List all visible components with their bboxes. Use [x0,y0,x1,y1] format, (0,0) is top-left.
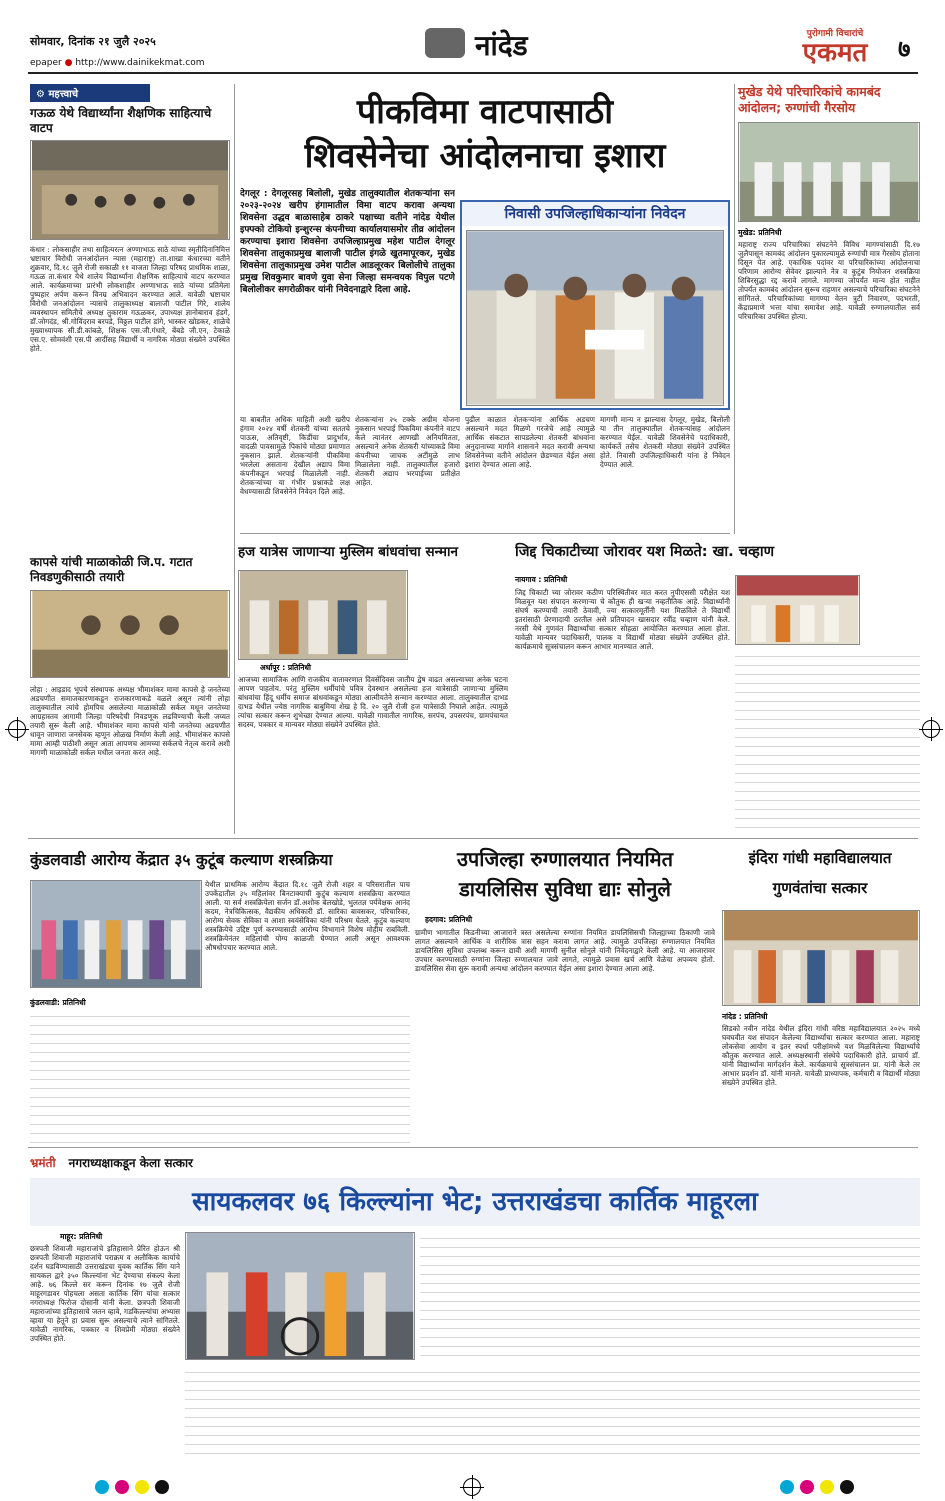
chavan-photo [735,575,860,645]
gandhi-headline-1: इंदिरा गांधी महाविद्यालयात [748,849,892,867]
chavan-body-right [735,650,920,833]
lower-divider [28,1147,918,1148]
header-rule [28,72,918,74]
bhramanti-headline: सायकलवर ७६ किल्ल्यांना भेट; उत्तराखंडचा कार्तिक माहूरला [192,1187,758,1217]
lead-body-col3: पुढील काळात शेतकऱ्यांना आर्थिक अडचण असल्याने मदत मिळणे गरजेचे आहे त्यामुळे आर्थिक संकटात सापडलेल्या शेतकरी बांधवांना अनुदानाच्या मार्गाने शासनाने मदत करावी अन्यथा शिवसेनेच्या वतीने आंदोलन छेडण्यात येईल असा इशारा देण्यात आला आहे. [465,415,595,469]
left-photo-students [30,140,230,240]
left-photo-kapse [30,590,230,678]
kundalwadi-body: येथील प्राथमिक आरोग्य केंद्रात दि.१८ जुलै रोजी शहर व परिसरातील पाच उपकेंद्रातील ३५ महिलांवर बिनटाक्याची कुटुंब कल्याण शस्त्रक्रिया करण्यात आली. या सर्व शस्त्रक्रियेला सर्जन डॉ.अशोक बेलखोडे, भुलतज्ञ पर्यवेक्षक आनंद कदम, नेत्रचिकित्सक, वैद्यकीय अधिकारी डॉ. सारिका बावसकर, परिचारिका, आरोग्य सेवक सेविका व आशा स्वयंसेविका यांनी परिश्रम घेतले. कुटुंब कल्याण शस्त्रक्रियेचे उद्दिष्ट पूर्ण करण्यासाठी आरोग्य विभागाने विशेष मोहीम राबविली. शस्त्रक्रियेनंतर महिलांची योग्य काळजी घेण्यात आली असून आवश्यक औषधोपचार करण्यात आले. [205,880,410,952]
lead-subhead: निवासी उपजिल्हाधिकाऱ्यांना निवेदन [462,202,728,226]
hajj-photo [238,570,408,660]
left-tag [30,84,150,102]
color-swatch-cyan-2 [780,1480,794,1494]
lead-headline-1: पीकविमा वाटपासाठी [356,92,614,132]
bhramanti-label: भ्रमंती [30,1156,56,1170]
lead-body-col2: शेतकऱ्यांना २५ टक्के अग्रीम योजना नुकसान भरपाई पिकविमा कंपनीने वाटप केले त्यानंतर आणखी अनियमितता, असल्याने अनेक शेतकरी यांच्याकडे विमा कंपनीच्या जाचक अटींमुळे लाभ मिळालेला नाही. तालुक्यातील हजारो शेतकरी अद्याप भरपाईच्या प्रतीक्षेत आहेत. [355,415,460,487]
registration-mark-left [8,720,26,738]
bhramanti-photo [185,1232,415,1360]
left-body-2: लोहा : आइडाद भूपचे संस्थापक अध्यक्ष भीमाशंकर मामा कापसे हे जनतेच्या अडचणीत समाजकारणाकडून राजकारणाकडे वळले असून त्यांनी लोहा तालुक्यातील त्यांचे होमपिच असलेल्या माळाकोळी सर्कल मधून जनतेच्या आग्रहास्तव आगामी जिल्हा परिषदेची निवडणूक लढविण्याची केली जय्यत तयारी सुरू केली आहे. भीमाशंकर मामा कापसे यांनी जनतेच्या अडचणीत धावून जाणारा जनसेवक म्हणून ओळख निर्माण केली आहे. भीमाशंकर कापसे मामा आम्ही पाठीशी असून आता आपणच आमच्या सर्कलचे नेतृत्व करावे अशी मागणी माळाकोळी सर्कल मधील जनता करत आहे. [30,685,230,757]
chavan-body: जिद्द चिकाटी च्या जोरावर कठीण परिस्थितीवर मात करत नुपीएससी परीक्षेत यश मिळवून यश संपादन करणाऱ्या चे कौतुक ही खऱ्या नव्हतीतिक आहे. विद्यार्थ्यांनी संघर्ष करण्याची तयारी ठेवावी, ज्या सत्कारमूर्तींनी यश मिळविले ते विद्यार्थी इतरांसाठी प्रेरणादायी ठरतील असे प्रतिपादन खासदार रवींद्र चव्हाण यांनी केले. नरसी येथे गुणवंत विद्यार्थ्यांचा सत्कार सोहळा आयोजित करण्यात आला होता. यावेळी मान्यवर पदाधिकारी, पालक व विद्यार्थी मोठ्या संख्येने उपस्थित होते. कार्यक्रमाचे सूत्रसंचालन करून आभार मानण्यात आले. [515,588,730,651]
color-swatch-magenta-2 [800,1480,814,1494]
masthead [0,0,945,75]
gandhi-photo [722,910,920,1006]
brand-logo [775,26,895,67]
left-headline: गऊळ येथे विद्यार्थ्यांना शैक्षणिक साहित्याचे वाटप [30,106,212,135]
left-headline-2: कापसे यांची माळाकोळी जि.प. गटात निवडणुकीसाठी तयारी [30,555,193,584]
bhramanti-body-lower [185,1366,920,1461]
left-divider [234,84,235,834]
right-headline: मुखेड येथे परिचारिकांचे कामबंद आंदोलन; रुग्णांची गैरसोय [738,84,881,115]
lead-intro: देगलूर : देगलूरसह बिलोली, मुखेड तालुक्यातील शेतकऱ्यांना सन २०२३-२०२४ खरीप हंगामातील विमा वाटप करावा अन्यथा शिवसेना उद्धव बाळासाहेब ठाकरे पक्षाच्या वतीने नांदेड येथील इफ्फ्को टोकियो इन्शुरन्स कंपनीच्या कार्यालयासमोर तीव्र आंदोलन करण्याचा इशारा शिवसेना उपजिल्हाप्रमुख महेश पाटील देगलूर शिवसेना तालुकाप्रमुख बालाजी पाटील इंगळे खुतमापूरकर, मुखेड शिवसेना तालुकाप्रमुख उमेश पाटील आडलूरकर बिलोलीचे तालुका प्रमुख शिवकुमार बावणे युवा सेना जिल्हा समन्वयक विपुल पटणे बिलोलीकर सगरोळीकर यांनी निवेदनाद्वारे दिला आहे. [240,189,455,295]
registration-mark-right [922,720,940,738]
bhramanti-strap [30,1152,920,1174]
lead-divider [240,533,730,534]
epaper-label: epaper [30,58,62,68]
gandhi-headline-2: गुणवंतांचा सत्कार [772,879,868,897]
lead-headline-2: शिवसेनेचा आंदोलनाचा इशारा [304,136,666,176]
right-byline: मुखेड: प्रतिनिधी [738,228,782,237]
bhramanti-body: छत्रपती शिवाजी महाराजांचे इतिहासाने प्रेरित होऊन श्री छत्रपती शिवाजी महाराजांचे पराक्रम व अलौकिक कार्याचे दर्शन घडविण्यासाठी उत्तराखंडचा युवक कार्तिक सिंग याने सायकल द्वारे ३५० किल्ल्यांना भेट देण्याचा संकल्प केला आहे. ७६ किल्ले सर करून दिनांक १७ जुलै रोजी माहूरगडावर पोहचला असता कार्तिक सिंग यांचा सत्कार नगराध्यक्ष फिरोज दोसानी यांनी केला. छत्रपती शिवाजी महाराजांच्या इतिहासाचे जतन व्हावे, गडकिल्ल्यांचा अभ्यास व्हावा या हेतूने हा प्रवास सुरू असल्याचे त्याने सांगितले. यावेळी नागरिक, पत्रकार व शिवप्रेमी मोठ्या संख्येने उपस्थित होते. [30,1244,180,1343]
gandhi-byline: नांदेड : प्रतिनिधी [722,1012,768,1021]
kundalwadi-photo [30,880,202,988]
color-swatch-yellow-2 [820,1480,834,1494]
color-swatch-black [155,1480,169,1494]
page-number: ७ [898,35,911,63]
right-photo-nurses [738,122,920,222]
page-city: नांदेड [475,29,528,62]
kundalwadi-byline: कुंडलवाडी: प्रतिनिधी [30,998,86,1007]
left-body: कंधार : लोकसाहीर तथा साहित्यरत्न अण्णाभाऊ साठे यांच्या स्मृतीदिनानिमित्त भ्रष्टाचार विरोधी जनआंदोलन न्यास (महाराष्ट्र) ता.शाखा कंधारच्या वतीने शुक्रवार, दि.१८ जुलै रोजी सकाळी ११ वाजता जिल्हा परिषद प्राथमिक शाळा, गऊळ ता.कंधार येथे शालेय विद्यार्थ्यांना शैक्षणिक साहित्याचे वाटप करण्यात आले. कार्यक्रमाच्या प्रारंभी लोकशाहीर अण्णाभाऊ साठे यांच्या प्रतिमेला पुष्पहार अर्पण करून विनम्र अभिवादन करण्यात आले. यावेळी भ्रष्टाचार विरोधी जनआंदोलन न्यासचे तालुकाध्यक्ष बालाजी पाटील गिरे, शालेय व्यवस्थापन समितीचे अध्यक्ष तुकाराम गऊळकर, उपाध्यक्ष ज्ञानोबाराव हंडगे, डॉ.जोगदंड, श्री.गोविंदराव बरपडे, विठ्ठल पाटील डांगे, भास्कर खोडकर, शाळेचे मुख्याध्यापक सी.डी.कांबळे, शिक्षक एस.जी.गंधारे, बेंबडे जी.एन, टेकाळे एस.ए. सोमवंशी एस.पी आदींसह विद्यार्थी व नागरिक मोठ्या संख्येने उपस्थित होते. [30,245,230,353]
city-logo-icon [425,28,465,58]
brand-tagline: पुरोगामी विचारांचे [806,29,864,39]
dialysis-headline-2: डायलिसिस सुविधा द्याः सोनुले [459,877,671,901]
hajj-headline: हज यात्रेस जाणाऱ्या मुस्लिम बांधवांचा सन्मान [238,544,458,560]
lead-photo-frame [460,200,730,410]
right-divider [734,84,735,534]
bhramanti-headline-bar [30,1178,920,1226]
site-url: http://www.dainikekmat.com [75,58,205,68]
right-body: महाराष्ट्र राज्य परिचारिका संघटनेने विविध मागण्यांसाठी दि.१७ जुलैपासून कामबंद आंदोलन पुकारल्यामुळे रुग्णांची मात्र गैरसोय होताना दिसून येत आहे. एकाधिक पदांवर या परिचारिकांच्या आंदोलनाचा परिणाम आरोग्य सेवेवर झाल्याने नेत्र व कुटुंब नियोजन शस्त्रक्रिया शिबिरसुद्धा रद्द करावे लागले. मागण्या जोपर्यंत मान्य होत नाहीत तोपर्यंत कामबंद आंदोलन सुरूच राहणार असल्याचे परिचारिका संघटनेने सांगितले. परिचारिकांच्या मागण्या वेतन त्रुटी निवारण, पदभरती, केंद्राप्रमाणे भत्ता यांचा समावेश आहे. यावेळी रुग्णालयातील सर्व परिचारिका उपस्थित होत्या. [738,240,920,321]
brand-name: एकमत [802,38,868,68]
dialysis-body: ग्रामीण भागातील किडनीच्या आजाराने त्रस्त असलेल्या रुग्णांना नियमित डायलिसिसची जिल्ह्याच्या ठिकाणी जावे लागत असल्याने आर्थिक व शारीरिक त्रास सहन करावा लागत आहे. त्यामुळे उपजिल्हा रुग्णालयात नियमित डायलिसिस सुविधा उपलब्ध करून द्यावी अशी मागणी सुनील सोनुले यांनी निवेदनाद्वारे केली आहे. या आजारावर उपचार करण्यासाठी रुग्णांना जिल्हा रुग्णालयात जावे लागते, त्यामुळे प्रवास खर्च आणि वेळेचा अपव्यय होतो. डायलिसिस सेवा सुरू करावी अन्यथा आंदोलन करण्यात येईल असा इशारा देण्यात आला आहे. [415,928,715,973]
kundalwadi-headline: कुंडलवाडी आरोग्य केंद्रात ३५ कुटूंब कल्याण शस्त्रक्रिया [30,851,333,869]
color-swatch-black-2 [840,1480,854,1494]
mid-divider [28,838,918,839]
info-icon: ⚙ [36,89,49,100]
bhramanti-strap-text: नगराध्यक्षाकडून केला सत्कार [68,1156,193,1170]
epaper-url[interactable] [30,58,204,68]
bhramanti-body-right [420,1232,920,1360]
left-tag-text: महत्त्वाचे [48,89,79,100]
lead-photo [466,230,724,406]
lead-body-col1: या बाबतीत अधिक माहिती अशी खरीप हंगाम २०२४ वर्षी शेतकरी यांच्या सततचे पाऊस, अतिवृष्टी, किडींचा प्रादुर्भाव, वादळी पावसामुळे पिकांचे मोठ्या प्रमाणात नुकसान झाले. शेतकऱ्यांनी पीकविमा भरलेला असताना देखील अद्याप विमा कंपनीकडून भरपाई मिळालेली नाही. शेतकऱ्यांच्या या गंभीर प्रश्नाकडे लक्ष वेधण्यासाठी शिवसेनेने निवेदन दिले आहे. [240,415,350,496]
lead-body-col4: मागणी मान्य न झाल्यास देगलूर, मुखेड, बिलोली या तीन तालुक्यातील शेतकऱ्यांसह आंदोलन करण्यात येईल. यावेळी शिवसेनेचे पदाधिकारी, कार्यकर्ते तसेच शेतकरी मोठ्या संख्येने उपस्थित होते. निवासी उपजिल्हाधिकारी यांना हे निवेदन देण्यात आले. [600,415,730,469]
dialysis-byline: हदगाव: प्रतिनिधी [425,915,473,924]
chavan-byline: नायगाव : प्रतिनिधी [515,575,568,584]
gandhi-body: सिडको नवीन नांदेड येथील इंदिरा गांधी वरिष्ठ महाविद्यालयात २०२५ मध्ये घवघवीत यश संपादन केलेल्या विद्यार्थ्यांचा सत्कार करण्यात आला. महाराष्ट्र लोकसेवा आयोग व इतर स्पर्धा परीक्षांमध्ये यश मिळविलेल्या विद्यार्थ्यांचे कौतुक करण्यात आले. अध्यक्षस्थानी संस्थेचे पदाधिकारी होते. प्राचार्य डॉ. यांनी विद्यार्थ्यांना मार्गदर्शन केले. कार्यक्रमाचे सूत्रसंचालन प्रा. यांनी केले तर आभार प्रदर्शन डॉ. यांनी मानले. यावेळी प्राध्यापक, कर्मचारी व विद्यार्थी मोठ्या संख्येने उपस्थित होते. [722,1024,920,1087]
dialysis-headline-1: उपजिल्हा रुग्णालयात नियमित [456,847,674,871]
hajj-body: आजच्या सामाजिक आणि राजकीय वातावरणात दिवसेंदिवस जातीय द्वेष वाढत असल्याच्या अनेक घटना आपण पाहतोय. परंतु मुस्लिम धर्मीयांचे पवित्र देवस्थान असलेल्या हज यात्रेसाठी जाणाऱ्या मुस्लिम बांधवांचा हिंदू धर्मीय समाज बांधवांकडून मोठ्या आत्मीयतेने सन्मान करण्यात आला. तालुक्यातील दाभड दाभड येथील ज्येष्ठ नागरिक बाबुमिया शेख हे दि. २० जुलै रोजी हज यात्रेसाठी निघाले आहेत. त्यामुळे त्यांचा सत्कार करून शुभेच्छा देण्यात आल्या. यावेळी गावातील नागरिक, सरपंच, उपसरपंच, ग्रामपंचायत सदस्य, पत्रकार व मान्यवर मोठ्या संख्येने उपस्थित होते. [238,675,508,729]
color-swatch-magenta [115,1480,129,1494]
issue-date: सोमवार, दिनांक २१ जुलै २०२५ [30,35,156,48]
color-swatch-cyan [95,1480,109,1494]
globe-icon: ● [64,58,73,68]
kundalwadi-body-lower [30,1010,410,1143]
chavan-headline: जिद्द चिकाटीच्या जोरावर यश मिळते: खा. चव्हाण [515,544,775,560]
hajj-byline: अर्धापूर : प्रतिनिधी [260,663,311,672]
color-swatch-yellow [135,1480,149,1494]
bhramanti-byline: माहूर: प्रतिनिधी [60,1232,103,1241]
registration-mark-bottom [463,1478,481,1496]
